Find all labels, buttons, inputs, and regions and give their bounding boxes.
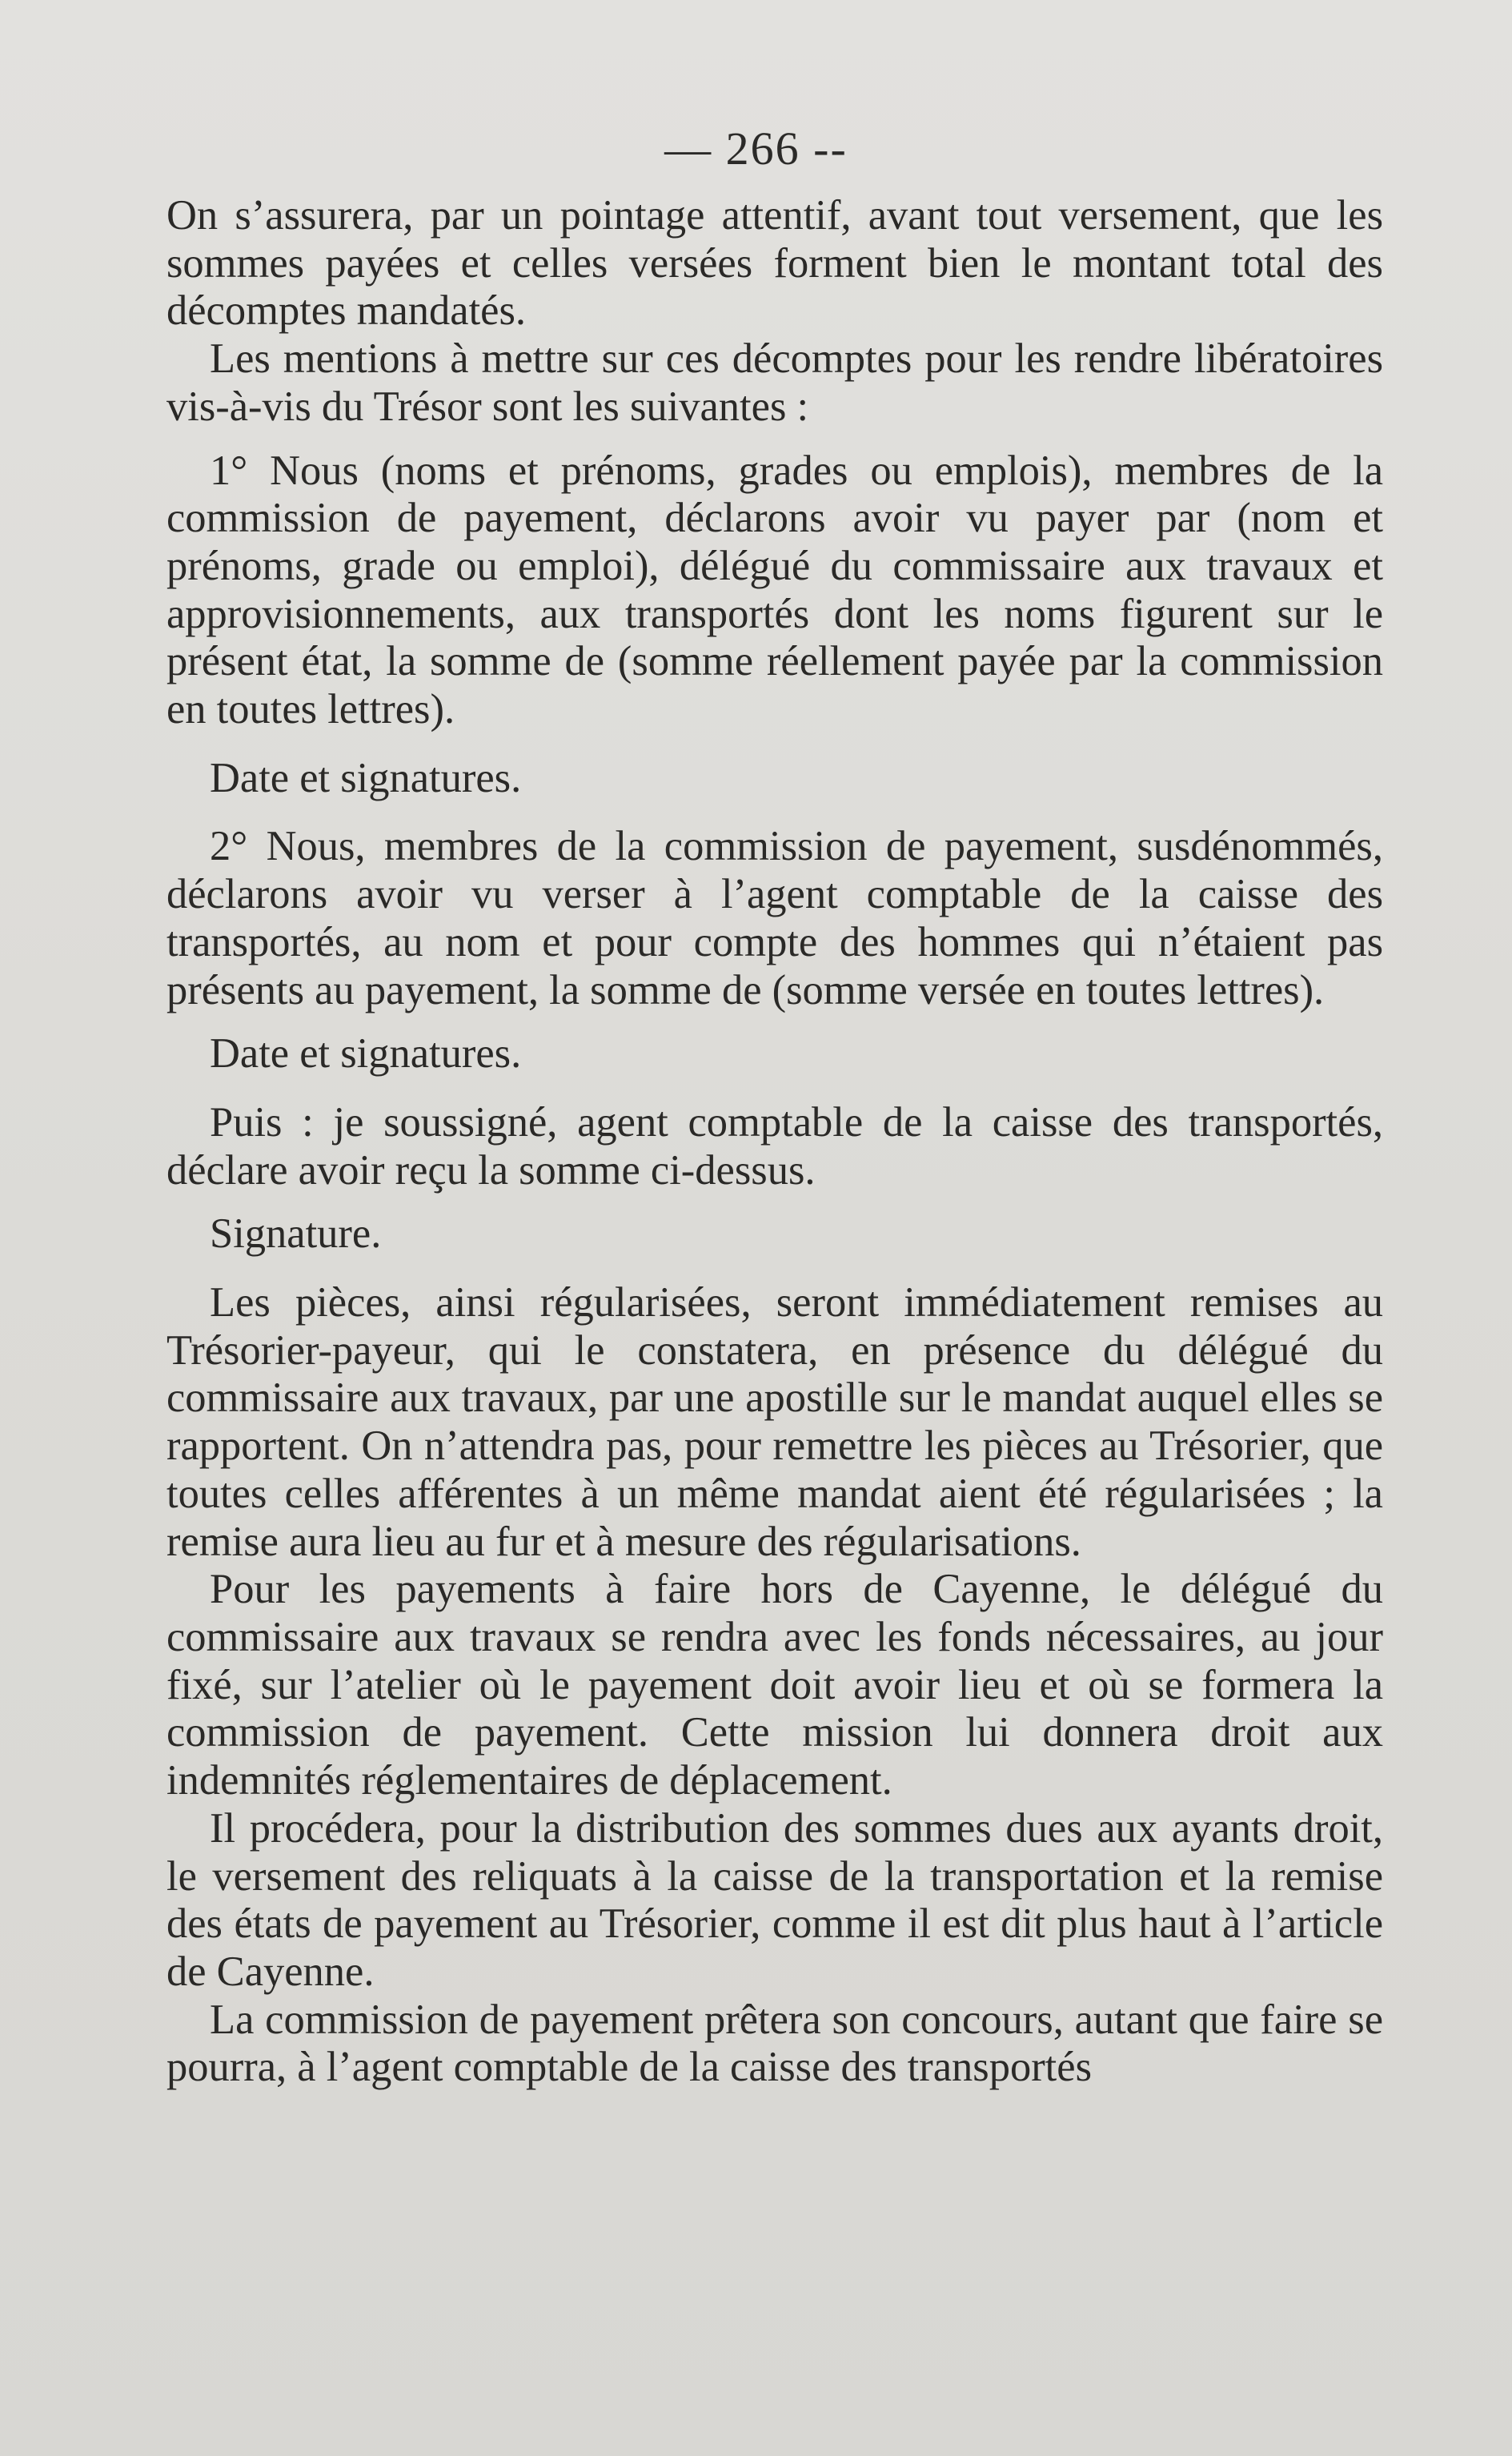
paragraph: Les mentions à mettre sur ces décomptes pour les rendre libératoires vis-à-vis du Trésor sont les suivantes : bbox=[166, 335, 1383, 430]
paragraph: 1° Nous (noms et prénoms, grades ou emplois), membres de la commission de payement, déclarons avoir vu payer par (nom et prénoms, grade ou emploi), délégué du commissaire aux travaux et approvisionnements, aux transportés dont les noms figurent sur le présent état, la somme de (somme réellement payée par la commission en toutes lettres). bbox=[166, 447, 1383, 733]
body-text bbox=[166, 192, 1383, 2092]
paragraph: La commission de payement prêtera son concours, autant que faire se pourra, à l’agent comptable de la caisse des transportés bbox=[166, 1996, 1383, 2091]
paragraph: Date et signatures. bbox=[210, 1030, 522, 1078]
paragraph: Il procédera, pour la distribution des sommes dues aux ayants droit, le versement des reliquats à la caisse de la transportation et la remise des états de payement au Trésorier, comme il est dit plus haut à l’article de Cayenne. bbox=[166, 1804, 1383, 1995]
paragraph: On s’assurera, par un pointage attentif, avant tout versement, que les sommes payées et celles versées forment bien le montant total des décomptes mandatés. bbox=[166, 192, 1383, 335]
paragraph: Date et signatures. bbox=[210, 754, 522, 801]
paragraph: 2° Nous, membres de la commission de payement, susdénommés, déclarons avoir vu verser à l’agent comptable de la caisse des transportés, au nom et pour compte des hommes qui n’étaient pas présents au payement, la somme de (somme versée en toutes lettres). bbox=[166, 823, 1383, 1013]
paragraph: Les pièces, ainsi régularisées, seront immédiatement remises au Trésorier-payeur, qui le constatera, en présence du délégué du commissaire aux travaux, par une apostille sur le mandat auquel elles se rapportent. On n’attendra pas, pour remettre les pièces au Trésorier, que toutes celles afférentes à un même mandat aient été régularisées ; la remise aura lieu au fur et à mesure des régularisations. bbox=[166, 1279, 1383, 1565]
paragraph: Puis : je soussigné, agent comptable de la caisse des transportés, déclare avoir reçu la somme ci-dessus. bbox=[166, 1098, 1383, 1194]
page-number: — 266 -- bbox=[664, 122, 848, 175]
paragraph: Pour les payements à faire hors de Cayenne, le délégué du commissaire aux travaux se rendra avec les fonds nécessaires, au jour fixé, sur l’atelier où le payement doit avoir lieu et où se formera la commission de payement. Cette mission lui donnera droit aux indemnités réglementaires de déplacement. bbox=[166, 1566, 1383, 1804]
paragraph: Signature. bbox=[210, 1210, 382, 1258]
